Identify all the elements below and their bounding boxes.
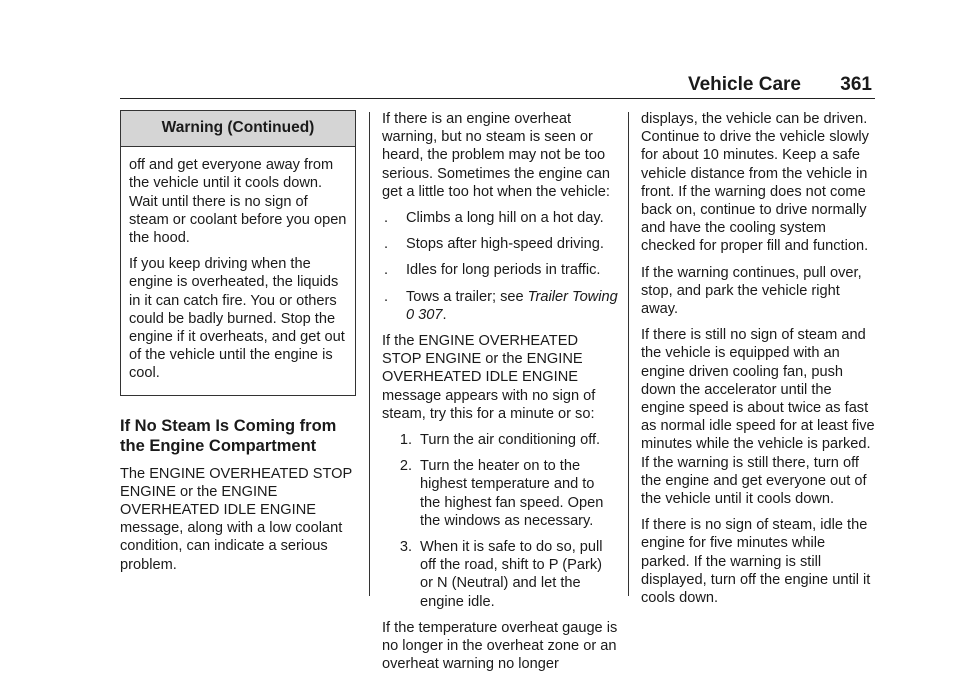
bullet-text [406, 288, 618, 324]
page-header [688, 74, 872, 96]
step-item [382, 431, 618, 449]
step-number: 1. [399, 432, 412, 449]
bullet-item [382, 209, 618, 227]
step-text: Turn the air conditioning off. [420, 432, 601, 449]
column-right [641, 110, 877, 615]
bullet-item [382, 261, 618, 279]
bullet-item [382, 235, 618, 253]
body-paragraph: If the warning continues, pull over, stop, and park the vehicle right away. [641, 264, 862, 318]
warning-paragraph: If you keep driving when the engine is overheated, the liquids in it can catch fire. You or others could be badly burned. Stop the engine if it overheats, and get out of the vehicle until the engine is cool. [129, 256, 345, 382]
message-paragraph: If the ENGINE OVERHEATED STOP ENGINE or the ENGINE OVERHEATED IDLE ENGINE message appears with no sign of steam, try this for a minute or so: [382, 333, 596, 422]
page-number: 361 [840, 74, 872, 95]
trailer-towing-link[interactable]: Trailer Towing [527, 288, 618, 305]
column-left [120, 110, 356, 582]
bullet-item [382, 288, 618, 324]
bullet-text: Climbs a long hill on a hot day. [406, 210, 604, 227]
header-rule [120, 98, 875, 99]
step-item [382, 457, 618, 530]
bullet-marker: . [384, 210, 389, 227]
warning-box [120, 110, 356, 396]
bullet-marker: . [384, 262, 389, 279]
body-paragraph: displays, the vehicle can be driven. Continue to drive the vehicle slowly for about 10 minutes. Keep a safe vehicle distance from the vehicle in front. If the warning does not come back on, continue to drive normally and have the cooling system checked for proper fill and function. [641, 111, 869, 255]
tow-prefix: Tows a trailer; see [406, 288, 528, 305]
step-number: 2. [399, 458, 412, 475]
body-paragraph: If there is still no sign of steam and the vehicle is equipped with an engine driven cooling fan, push down the accelerator until the engine speed is about twice as fast as normal idle speed for at least five minutes while the vehicle is parked. If the warning is still there, turn off the engine and get everyone out of the vehicle until it cools down. [641, 327, 875, 508]
intro-paragraph: If there is an engine overheat warning, but no steam is seen or heard, the problem may not be too serious. Sometimes the engine can get a little too hot when the vehicle: [382, 111, 610, 200]
step-text: Turn the heater on to the highest temperature and to the highest fan speed. Open the windows as necessary. [420, 458, 604, 529]
column-middle [382, 110, 618, 681]
bullet-text: Idles for long periods in traffic. [406, 262, 601, 279]
column-divider [628, 112, 629, 596]
tow-suffix: . [442, 306, 447, 323]
gauge-paragraph: If the temperature overheat gauge is no longer in the overheat zone or an overheat warning no longer [382, 619, 618, 673]
warning-title: Warning (Continued) [121, 111, 355, 147]
body-paragraph: If there is no sign of steam, idle the engine for five minutes while parked. If the warning is still displayed, turn off the engine until it cools down. [641, 517, 871, 607]
step-text: When it is safe to do so, pull off the road, shift to P (Park) or N (Neutral) and let the engine idle. [420, 539, 603, 610]
body-paragraph: The ENGINE OVERHEATED STOP ENGINE or the ENGINE OVERHEATED IDLE ENGINE message, along with a low coolant condition, can indicate a serious problem. [120, 465, 352, 573]
page-reference[interactable]: 0 307 [406, 306, 443, 323]
step-number: 3. [399, 539, 412, 556]
section-title: Vehicle Care [687, 74, 802, 95]
bullet-text: Stops after high-speed driving. [406, 236, 604, 253]
warning-paragraph: off and get everyone away from the vehicle until it cools down. Wait until there is no sign of steam or coolant before you open the hood. [129, 157, 347, 247]
step-item [382, 538, 618, 611]
bullet-marker: . [384, 236, 389, 253]
bullet-marker: . [384, 288, 389, 305]
section-heading: If No Steam Is Coming from the Engine Compartment [120, 416, 337, 455]
column-divider [369, 112, 370, 596]
warning-body [121, 147, 355, 394]
